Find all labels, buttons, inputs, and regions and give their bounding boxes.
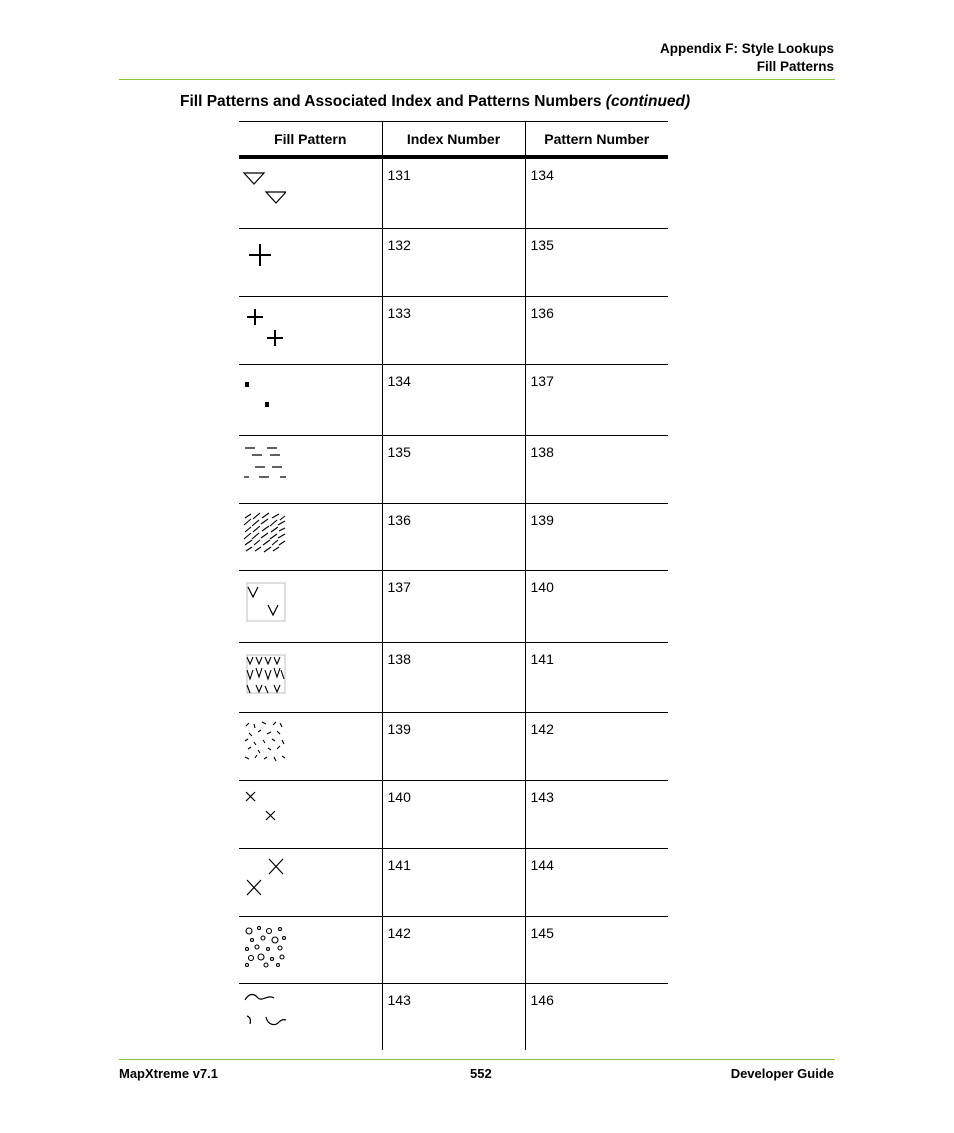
- fill-pattern-cell: [239, 780, 382, 848]
- pattern-number-cell: 137: [525, 364, 668, 435]
- fill-pattern-cell: [239, 364, 382, 435]
- index-number-cell: 141: [382, 848, 525, 916]
- dashes-pattern-icon: [242, 442, 288, 486]
- pattern-number-cell: 136: [525, 296, 668, 364]
- pattern-number-cell: 146: [525, 983, 668, 1050]
- single-plus-pattern-icon: [242, 235, 286, 275]
- title-main: Fill Patterns and Associated Index and Patterns Numbers: [180, 93, 602, 110]
- index-number-cell: 133: [382, 296, 525, 364]
- fill-pattern-cell: [239, 642, 382, 712]
- fill-pattern-cell: [239, 157, 382, 228]
- table-row: [239, 296, 668, 364]
- table-row: [239, 983, 668, 1050]
- dense-hatch-pattern-icon: [242, 510, 286, 554]
- fill-pattern-table: [239, 121, 668, 1050]
- table-row: [239, 712, 668, 780]
- pattern-number-cell: 135: [525, 228, 668, 296]
- index-number-cell: 131: [382, 157, 525, 228]
- fill-pattern-cell: [239, 712, 382, 780]
- pattern-number-cell: 144: [525, 848, 668, 916]
- index-number-cell: 132: [382, 228, 525, 296]
- fill-pattern-cell: [239, 296, 382, 364]
- scattered-ticks-pattern-icon: [242, 719, 288, 765]
- fill-pattern-cell: [239, 570, 382, 642]
- fill-pattern-cell: [239, 503, 382, 570]
- pattern-number-cell: 141: [525, 642, 668, 712]
- double-plus-pattern-icon: [242, 303, 286, 347]
- header-line-2: Fill Patterns: [756, 59, 834, 74]
- table-row: [239, 364, 668, 435]
- title-suffix: (continued): [605, 93, 691, 110]
- table-row: [239, 570, 668, 642]
- pattern-number-cell: 143: [525, 780, 668, 848]
- table-row: [239, 503, 668, 570]
- table-row: [239, 435, 668, 503]
- fill-pattern-cell: [239, 848, 382, 916]
- pattern-number-cell: 138: [525, 435, 668, 503]
- table-row: [239, 916, 668, 983]
- table-row: [239, 780, 668, 848]
- table-header-row: [239, 122, 668, 158]
- pattern-number-cell: 140: [525, 570, 668, 642]
- pattern-number-cell: 134: [525, 157, 668, 228]
- boxed-v-pattern-icon: [242, 577, 288, 623]
- table-row: [239, 157, 668, 228]
- circles-pattern-icon: [242, 923, 288, 969]
- footer-product: MapXtreme v7.1: [119, 1066, 218, 1081]
- column-header-index-number: Index Number: [382, 122, 525, 158]
- index-number-cell: 137: [382, 570, 525, 642]
- header-rule: [119, 79, 835, 80]
- dense-v-pattern-icon: [242, 649, 288, 695]
- squiggles-pattern-icon: [242, 990, 288, 1032]
- table-row: [239, 848, 668, 916]
- pattern-number-cell: 142: [525, 712, 668, 780]
- running-header: [660, 40, 834, 76]
- fill-pattern-cell: [239, 435, 382, 503]
- footer-guide-name: Developer Guide: [730, 1066, 834, 1081]
- fill-pattern-cell: [239, 228, 382, 296]
- square-dots-pattern-icon: [242, 371, 286, 411]
- footer-rule: [119, 1059, 835, 1060]
- fill-pattern-cell: [239, 983, 382, 1050]
- table-row: [239, 228, 668, 296]
- triangles-pattern-icon: [242, 165, 286, 205]
- footer-page-number: 552: [470, 1066, 492, 1081]
- table-row: [239, 642, 668, 712]
- index-number-cell: 139: [382, 712, 525, 780]
- index-number-cell: 135: [382, 435, 525, 503]
- index-number-cell: 138: [382, 642, 525, 712]
- small-x-pattern-icon: [242, 787, 286, 827]
- column-header-fill-pattern: Fill Pattern: [239, 122, 382, 158]
- index-number-cell: 136: [382, 503, 525, 570]
- large-x-pattern-icon: [242, 855, 288, 899]
- index-number-cell: 140: [382, 780, 525, 848]
- fill-pattern-cell: [239, 916, 382, 983]
- page-title: [180, 93, 690, 111]
- header-line-1: Appendix F: Style Lookups: [659, 41, 834, 56]
- pattern-number-cell: 145: [525, 916, 668, 983]
- index-number-cell: 143: [382, 983, 525, 1050]
- pattern-number-cell: 139: [525, 503, 668, 570]
- index-number-cell: 142: [382, 916, 525, 983]
- index-number-cell: 134: [382, 364, 525, 435]
- column-header-pattern-number: Pattern Number: [525, 122, 668, 158]
